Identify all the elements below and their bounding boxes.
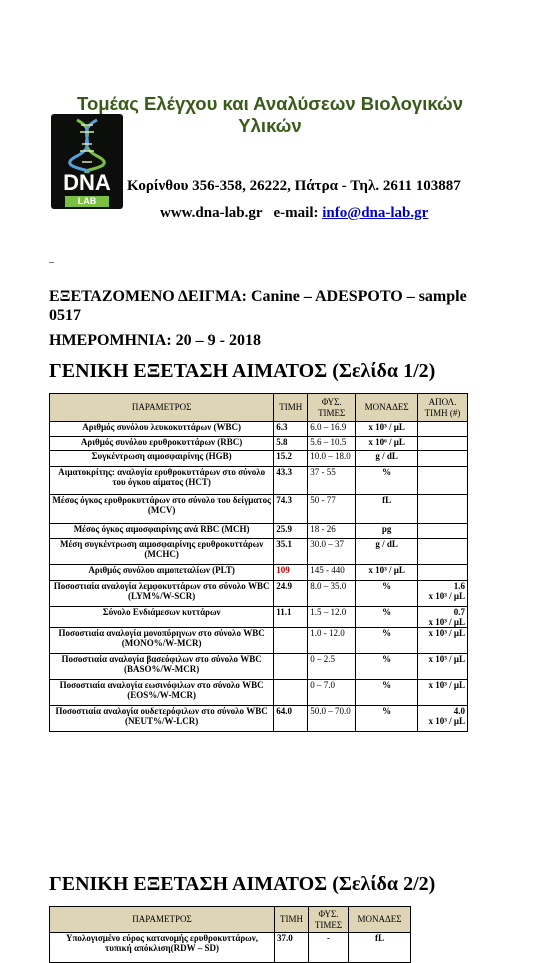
value-cell: 5.8 (274, 437, 308, 451)
units-cell: % (356, 680, 418, 706)
units-cell: x 10³ / μL (356, 422, 418, 437)
param-cell: Μέση συγκέντρωση αιμοσφαιρίνης ερυθροκυττάρων (MCHC) (50, 539, 274, 565)
abs-value: 4.0 (453, 706, 465, 716)
param-cell: Μέσος όγκος αιμοσφαιρίνης ανά RBC (MCH) (50, 524, 274, 539)
dna-helix-icon (51, 114, 123, 174)
units-cell: g / dL (356, 451, 418, 467)
table-row (50, 524, 468, 539)
range-cell: - (309, 933, 349, 963)
value-cell: 15.2 (274, 451, 308, 467)
value-cell: 64.0 (274, 706, 308, 732)
abs-cell (418, 539, 468, 565)
value-cell: 6.3 (274, 422, 308, 437)
param-cell: Ποσοστιαία αναλογία εωσινόφιλων στο σύνολο WBC (EOS%/W-MCR) (50, 680, 274, 706)
value-cell: 35.1 (274, 539, 308, 565)
header-units: ΜΟΝΑΔΕΣ (356, 394, 418, 422)
units-cell: x 10³ / μL (356, 565, 418, 581)
table-row (50, 680, 468, 706)
abs-value: 0.7 (453, 607, 465, 617)
value-cell: 37.0 (275, 933, 309, 963)
table-row (50, 654, 468, 680)
header-param: ΠΑΡΑΜΕΤΡΟΣ (50, 394, 274, 422)
range-cell: 18 - 26 (308, 524, 356, 539)
units-cell: pg (356, 524, 418, 539)
header-units: ΜΟΝΑΔΕΣ (349, 907, 411, 933)
range-cell: 50 - 77 (308, 495, 356, 524)
param-cell: Αριθμός συνόλου λευκοκυττάρων (WBC) (50, 422, 274, 437)
param-cell: Μέσος όγκος ερυθροκυττάρων στο σύνολο του δείγματος (MCV) (50, 495, 274, 524)
range-cell: 37 - 55 (308, 467, 356, 495)
units-cell: fL (356, 495, 418, 524)
abs-cell (418, 565, 468, 581)
param-cell: Αριθμός συνόλου αιμοπεταλίων (PLT) (50, 565, 274, 581)
abs-value: 1.6 (453, 581, 465, 591)
table-row (50, 706, 468, 732)
value-cell: 25.9 (274, 524, 308, 539)
dna-lab-logo (51, 114, 123, 209)
value-cell: 24.9 (274, 581, 308, 607)
abs-cell (418, 524, 468, 539)
lab-title: Τομέας Ελέγχου και Αναλύσεων Βιολογικών Υλικών (77, 93, 463, 136)
website-link[interactable]: www.dna-lab.gr (160, 205, 263, 221)
header-param: ΠΑΡΑΜΕΤΡΟΣ (50, 907, 275, 933)
param-cell: Αριθμός συνόλου ερυθροκυττάρων (RBC) (50, 437, 274, 451)
lab-address: Κορίνθου 356-358, 26222, Πάτρα - Τηλ. 2611 103887 (127, 178, 461, 194)
range-cell: 0 – 7.0 (308, 680, 356, 706)
range-cell: 50.0 – 70.0 (308, 706, 356, 732)
abs-units: x 10³ / μL (428, 716, 465, 726)
units-cell: % (356, 467, 418, 495)
range-cell: 5.6 – 10.5 (308, 437, 356, 451)
range-cell: 145 - 440 (308, 565, 356, 581)
range-cell: 30.0 – 37 (308, 539, 356, 565)
section-title-page2: ΓΕΝΙΚΗ ΕΞΕΤΑΣΗ ΑΙΜΑΤΟΣ (Σελίδα 2/2) (49, 873, 436, 895)
value-cell (274, 680, 308, 706)
param-cell: Ποσοστιαία αναλογία μονοπύρηνων στο σύνολο WBC (MONO%/W-MCR) (50, 628, 274, 654)
table-row (50, 539, 468, 565)
param-cell: Ποσοστιαία αναλογία βασεόφιλων στο σύνολο WBC (BASO%/W-MCR) (50, 654, 274, 680)
abs-cell (418, 680, 468, 706)
table-row (50, 933, 411, 963)
table-row (50, 467, 468, 495)
contact-line (160, 205, 428, 222)
range-cell: 1.0 - 12.0 (308, 628, 356, 654)
units-cell: % (356, 628, 418, 654)
table-row (50, 495, 468, 524)
value-cell: 109 (274, 565, 308, 581)
logo-subtext: LAB (65, 196, 109, 207)
date-line: ΗΜΕΡΟΜΗΝΙΑ: 20 – 9 - 2018 (49, 332, 261, 349)
header-abs: ΑΠΟΛ. ΤΙΜΗ (#) (418, 394, 468, 422)
range-cell: 0 – 2.5 (308, 654, 356, 680)
separator-mark: _ (49, 253, 54, 264)
email-label: e-mail: (273, 205, 319, 221)
units-cell: fL (349, 933, 411, 963)
abs-cell (418, 422, 468, 437)
range-cell: 6.0 – 16.9 (308, 422, 356, 437)
abs-units: x 10³ / μL (428, 628, 465, 638)
value-cell: 74.3 (274, 495, 308, 524)
abs-units: x 10³ / μL (428, 617, 465, 627)
param-cell: Συγκέντρωση αιμοσφαιρίνης (HGB) (50, 451, 274, 467)
sample-line: ΕΞΕΤΑΖΟΜΕΝΟ ΔΕΙΓΜΑ: Canine – ADESPOTO – sample 0517 (49, 288, 467, 324)
table-row (50, 581, 468, 607)
range-cell: 1.5 – 12.0 (308, 607, 356, 628)
units-cell: % (356, 581, 418, 607)
value-cell: 43.3 (274, 467, 308, 495)
header-range: ΦΥΣ. ΤΙΜΕΣ (309, 907, 349, 933)
units-cell: % (356, 706, 418, 732)
param-cell: Σύνολο Ενδιάμεσων κυττάρων (50, 607, 274, 628)
logo-text: DNA (63, 170, 111, 195)
units-cell: g / dL (356, 539, 418, 565)
units-cell: x 10⁶ / μL (356, 437, 418, 451)
section-title-page1: ΓΕΝΙΚΗ ΕΞΕΤΑΣΗ ΑΙΜΑΤΟΣ (Σελίδα 1/2) (49, 360, 436, 382)
range-cell: 8.0 – 35.0 (308, 581, 356, 607)
param-cell: Αιματοκρίτης: αναλογία ερυθροκυττάρων στο σύνολο του όγκου αίματος (HCT) (50, 467, 274, 495)
abs-units: x 10³ / μL (428, 654, 465, 664)
table-row (50, 437, 468, 451)
table-row (50, 422, 468, 437)
abs-units: x 10³ / μL (428, 591, 465, 601)
abs-cell (418, 495, 468, 524)
abs-cell (418, 437, 468, 451)
header-range: ΦΥΣ. ΤΙΜΕΣ (308, 394, 356, 422)
units-cell: % (356, 607, 418, 628)
value-cell (274, 628, 308, 654)
table-row (50, 451, 468, 467)
range-cell: 10.0 – 18.0 (308, 451, 356, 467)
table-row (50, 607, 468, 628)
abs-cell (418, 581, 468, 607)
email-link[interactable]: info@dna-lab.gr (322, 205, 429, 221)
param-cell: Υπολογισμένο εύρος κατανομής ερυθροκυττάρων, τυπική απόκλιση(RDW – SD) (50, 933, 275, 963)
abs-cell (418, 467, 468, 495)
abs-cell (418, 706, 468, 732)
value-cell (274, 654, 308, 680)
value-cell: 11.1 (274, 607, 308, 628)
table-row (50, 565, 468, 581)
abs-units: x 10³ / μL (428, 680, 465, 690)
results-table-page2 (49, 906, 411, 963)
header-value: ΤΙΜΗ (275, 907, 309, 933)
param-cell: Ποσοστιαία αναλογία ουδετερόφιλων στο σύνολο WBC (NEUT%/W-LCR) (50, 706, 274, 732)
results-table-page1 (49, 393, 468, 732)
abs-cell (418, 628, 468, 654)
header-value: ΤΙΜΗ (274, 394, 308, 422)
abs-cell (418, 451, 468, 467)
table-row (50, 628, 468, 654)
param-cell: Ποσοστιαία αναλογία λεμφοκυττάρων στο σύνολο WBC (LYM%/W-SCR) (50, 581, 274, 607)
units-cell: % (356, 654, 418, 680)
abs-cell (418, 654, 468, 680)
abs-cell (418, 607, 468, 628)
